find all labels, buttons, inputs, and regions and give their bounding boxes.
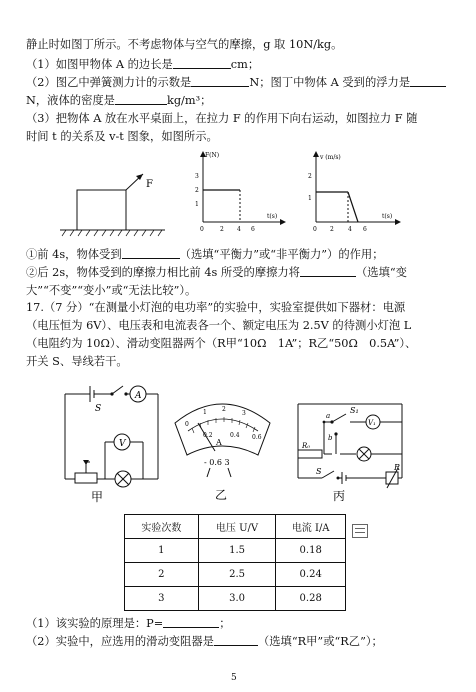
table-header: 电流 I/A	[276, 515, 346, 539]
y-tick: 2	[195, 187, 199, 194]
ammeter-label: A	[135, 391, 142, 401]
velocity-decel-line	[348, 192, 358, 222]
text-line-4	[26, 94, 211, 108]
line-text: N，液体的密度是	[26, 94, 115, 107]
table-cell: 1	[125, 539, 199, 563]
text-line-12	[26, 337, 416, 351]
switch-label: S	[95, 404, 102, 414]
text-line-15	[26, 635, 383, 649]
text-line-2	[26, 58, 259, 72]
answer-blank[interactable]	[214, 635, 258, 646]
page-number: 5	[231, 673, 237, 683]
block-pull-diagram	[50, 160, 180, 240]
t-axis-label: t(s)	[382, 213, 393, 220]
x-tick: 6	[251, 226, 255, 233]
question-1-text: （1）如图甲物体 A 的边长是	[26, 58, 173, 71]
meter-label: A	[216, 438, 222, 447]
y-tick: 1	[195, 201, 199, 208]
x-tick: 0	[200, 226, 204, 233]
answer-blank[interactable]	[173, 58, 231, 69]
line-text: ①前 4s，物体受到	[26, 248, 122, 261]
line-text: 大”“不变”“变小”或“无法比较”）。	[26, 284, 197, 297]
table-header-row	[125, 515, 346, 539]
dial-tick: 0.4	[230, 432, 240, 439]
force-time-graph	[183, 146, 291, 236]
dial-tick: 2	[222, 406, 226, 413]
text-line-11	[26, 319, 411, 333]
text-line-8	[26, 266, 407, 280]
line-text: （选填“平衡力”或“非平衡力”）的作用；	[179, 248, 384, 261]
contact-b-label: b	[328, 434, 333, 442]
question-2-text: （2）图乙中弹簧测力计的示数是	[26, 76, 192, 89]
table-row	[125, 563, 346, 587]
text-line-13	[26, 355, 128, 369]
dial-tick: 0	[185, 421, 189, 428]
x-tick: 0	[313, 226, 317, 233]
text-line-10	[26, 301, 405, 315]
line-text: 静止时如图丁所示。不考虑物体与空气的摩擦，g 取 10N/kg。	[26, 38, 343, 51]
terminal-labels: - 0.6 3	[204, 458, 230, 467]
dial-tick: 0.6	[252, 434, 262, 441]
y-tick: 1	[308, 195, 312, 202]
figure-label-jia: 甲	[91, 490, 104, 504]
unit-text: cm；	[230, 58, 260, 71]
x-tick: 4	[348, 226, 352, 233]
x-tick: 4	[237, 226, 241, 233]
table-cell: 3.0	[198, 587, 276, 611]
x-tick: 2	[330, 226, 334, 233]
v-axis-label: v (m/s)	[320, 154, 341, 161]
data-table	[124, 514, 346, 611]
y-tick: 2	[308, 173, 312, 180]
question-17-title: 17.（7 分）“在测量小灯泡的电功率”的实验中，实验室提供如下器材：电源	[26, 301, 406, 314]
unit-text: kg/m³；	[166, 94, 212, 107]
text-line-5	[26, 112, 417, 126]
table-cell: 3	[125, 587, 199, 611]
line-text: 时间 t 的关系及 v-t 图象，如图所示。	[26, 130, 218, 143]
force-label: F	[146, 179, 153, 190]
table-cell: 2.5	[198, 563, 276, 587]
switch-s-label: S	[316, 467, 322, 476]
f-axis-label: F(N)	[205, 152, 220, 159]
table-cell: 0.28	[276, 587, 346, 611]
line-text: 开关 S、导线若干。	[26, 355, 128, 368]
table-row	[125, 587, 346, 611]
table-cell: 1.5	[198, 539, 276, 563]
table-header: 实验次数	[125, 515, 199, 539]
voltmeter-label: V	[119, 439, 126, 449]
text-line-1	[26, 38, 342, 52]
line-text: ；	[219, 617, 231, 630]
velocity-time-graph	[296, 146, 406, 236]
circuit-c-diagram	[290, 398, 410, 506]
answer-blank[interactable]	[191, 76, 249, 87]
answer-blank[interactable]	[163, 617, 219, 628]
contact-a-label: a	[326, 412, 331, 420]
line-text: （选填“变	[355, 266, 407, 279]
figure-label-yi: 乙	[215, 488, 228, 502]
question-3-text: （3）把物体 A 放在水平桌面上，在拉力 F 的作用下向右运动，如图拉力 F 随	[26, 112, 418, 125]
text-line-9	[26, 284, 196, 298]
text-line-14	[26, 617, 231, 631]
table-row	[125, 539, 346, 563]
line-text: （电阻约为 10Ω）、滑动变阻器两个（R甲“10Ω 1A”；R乙“50Ω 0.5A”）、	[26, 337, 417, 350]
figure-label-bing: 丙	[333, 489, 346, 503]
dial-tick: 1	[203, 409, 207, 416]
text-line-7	[26, 248, 384, 262]
answer-blank[interactable]	[300, 266, 356, 277]
resistor-r0-label: R₀	[302, 442, 311, 450]
x-tick: 6	[363, 226, 367, 233]
text-line-3	[26, 76, 446, 90]
t-axis-label: t(s)	[267, 213, 278, 220]
rheostat-r-label: R	[394, 463, 401, 472]
line-text: （选填“R甲”或“R乙”）；	[257, 635, 383, 648]
voltmeter-v1-label: V₁	[368, 419, 376, 427]
answer-blank[interactable]	[410, 76, 446, 87]
line-text: （1）该实验的原理是：P=	[26, 617, 164, 630]
table-icon[interactable]	[352, 524, 368, 538]
dial-tick: 3	[242, 410, 246, 417]
line-text: ②后 2s，物体受到的摩擦力相比前 4s 所受的摩擦力将	[26, 266, 300, 279]
answer-blank[interactable]	[115, 94, 167, 105]
table-cell: 2	[125, 563, 199, 587]
circuit-a-diagram	[50, 380, 165, 505]
table-header: 电压 U/V	[198, 515, 276, 539]
x-tick: 2	[220, 226, 224, 233]
switch-s1-label: S₁	[350, 406, 359, 415]
ammeter-dial-diagram	[170, 393, 275, 503]
line-text: （2）实验中，应选用的滑动变阻器是	[26, 635, 214, 648]
table-cell: 0.24	[276, 563, 346, 587]
dial-tick: 0.2	[203, 432, 213, 439]
answer-blank[interactable]	[122, 248, 180, 259]
y-tick: 3	[195, 173, 199, 180]
line-text: （电压恒为 6V）、电压表和电流表各一个、额定电压为 2.5V 的待测小灯泡 L	[26, 319, 412, 332]
text-line-6	[26, 130, 218, 144]
table-cell: 0.18	[276, 539, 346, 563]
question-2-text-cont: N；图丁中物体 A 受到的浮力是	[249, 76, 411, 89]
